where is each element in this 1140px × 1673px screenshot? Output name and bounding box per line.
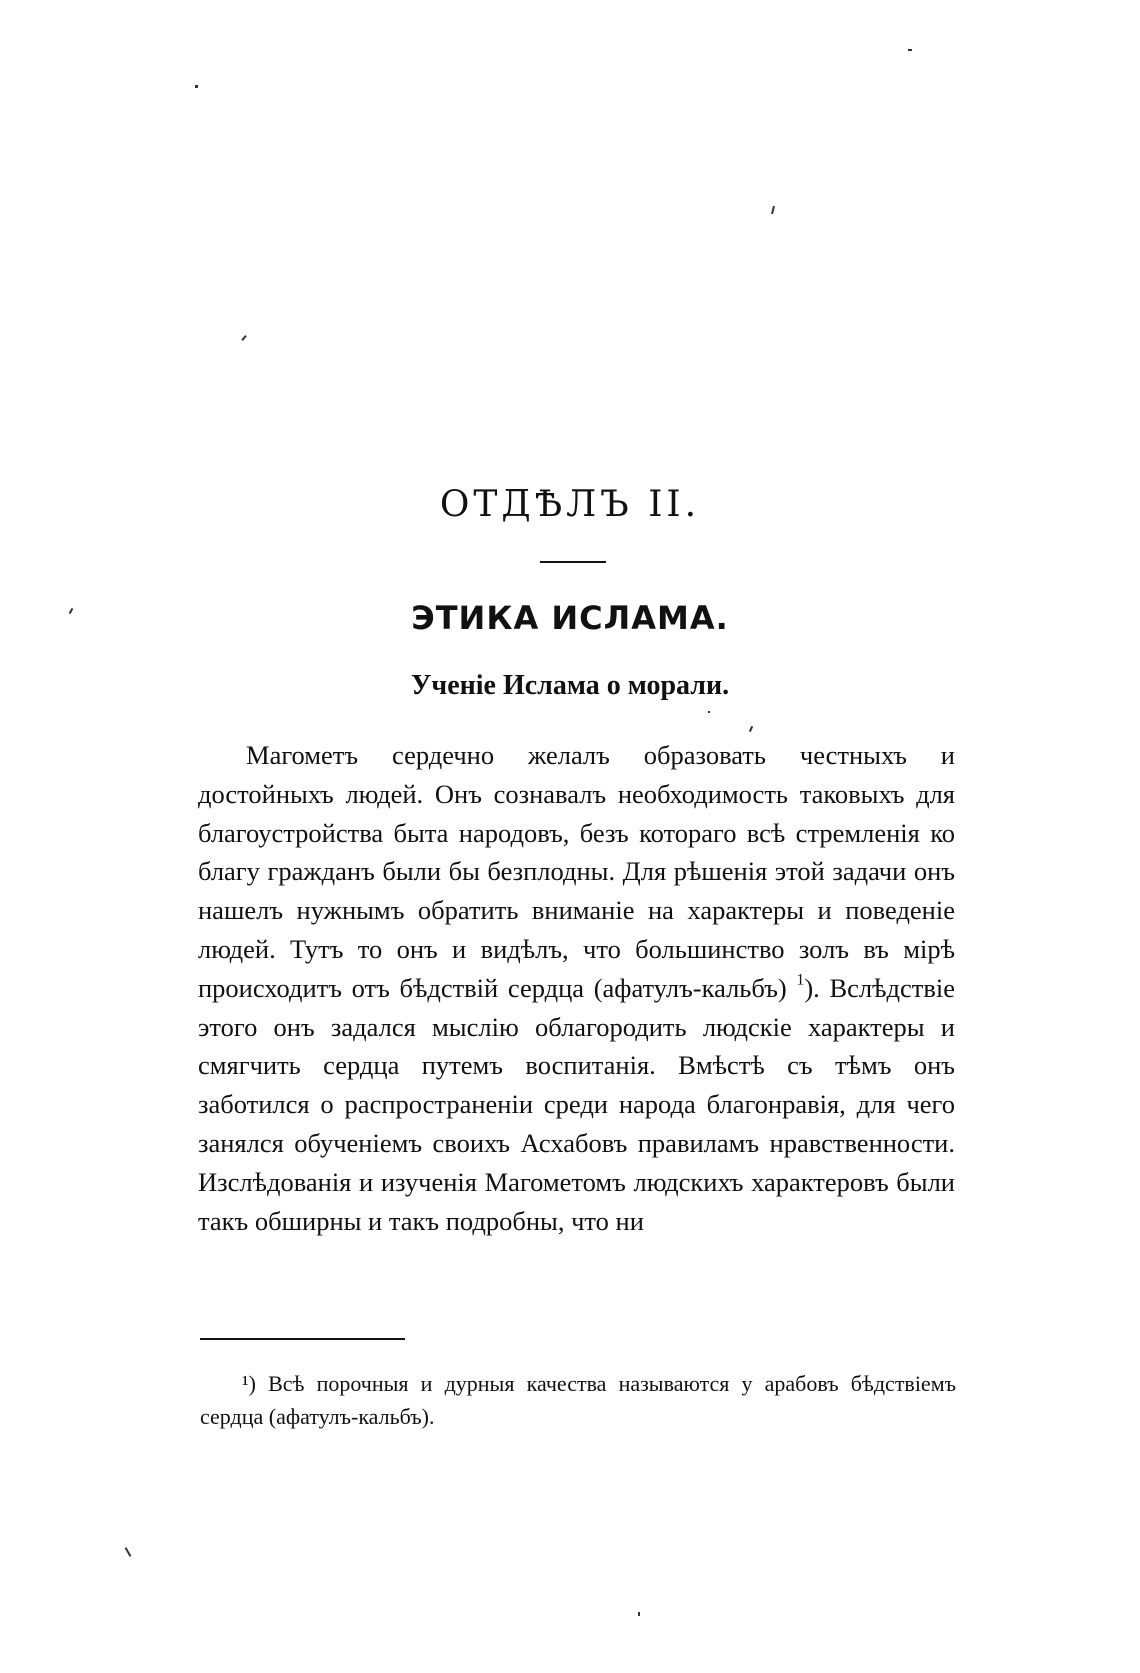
subtitle: Ученіе Ислама о морали. [410, 670, 730, 701]
section-heading: ОТДѢЛЪ II. [439, 484, 701, 525]
footnote-text: ) Всѣ порочныя и дурныя качества называются у арабовъ бѣдствіемъ сердца (афатулъ-кальбъ). [200, 1371, 956, 1429]
main-title: ЭТИКА ИСЛАМА. [411, 599, 729, 637]
scan-speck [708, 711, 710, 713]
footnote [200, 1367, 956, 1433]
heading-rule [540, 561, 606, 563]
scan-speck [908, 49, 912, 51]
footnote-rule [200, 1338, 405, 1340]
scan-speck [241, 335, 246, 341]
scan-speck [749, 726, 753, 732]
scan-speck [125, 1547, 132, 1557]
scan-speck [195, 85, 198, 88]
scan-speck [638, 1612, 640, 1616]
scan-speck [771, 206, 775, 214]
footnote-reference: 1 [796, 971, 805, 989]
body-paragraph [198, 736, 955, 1240]
body-text-part-2: ). Вслѣдствіе этого онъ задался мыслію облагородить людскіе характеры и смягчить сердца путемъ воспитанія. Вмѣстѣ съ тѣмъ онъ заботился о распространеніи среди народа благонравія, для чего занялся обученіемъ своихъ Асхабовъ правиламъ нравственности. Изслѣдованія и изученія Магометомъ людскихъ характеровъ были такъ обширны и такъ подробны, что ни [198, 972, 955, 1236]
footnote-marker: ¹ [242, 1371, 249, 1396]
body-text-part-1: Магометъ сердечно желалъ образовать честныхъ и достойныхъ людей. Онъ сознавалъ необходимость таковыхъ для благоустройства быта народовъ, безъ котораго всѣ стремленія ко благу гражданъ были бы безплодны. Для рѣшенія этой задачи онъ нашелъ нужнымъ обратить вниманіе на характеры и поведеніе людей. Тутъ то онъ и видѣлъ, что большинство золъ въ мірѣ происходитъ отъ бѣдствій сердца (афатулъ-кальбъ) [198, 740, 955, 1003]
